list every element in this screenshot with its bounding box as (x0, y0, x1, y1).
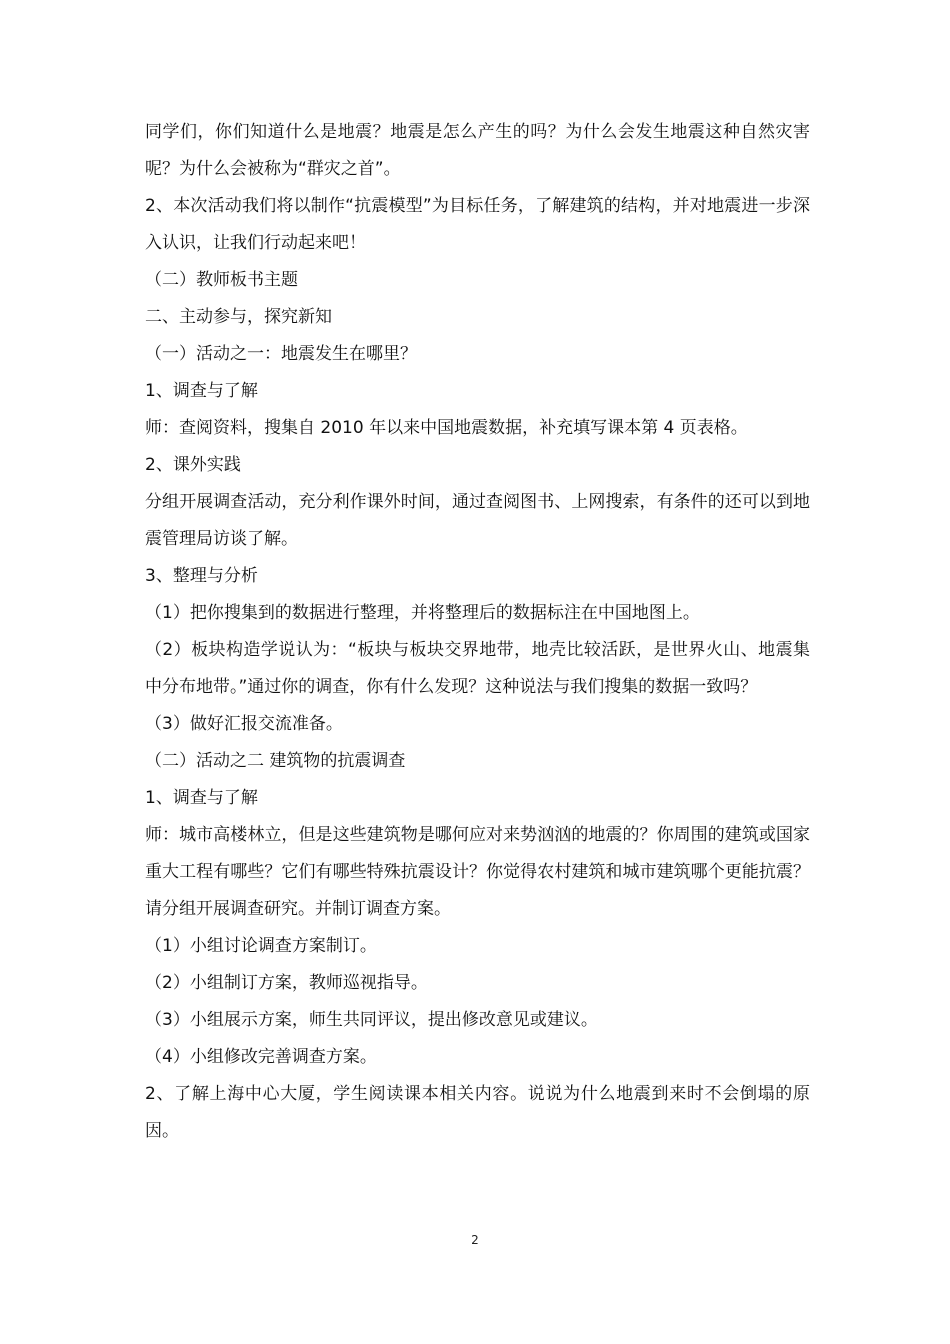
list-item-report-prep: （3）做好汇报交流准备。 (145, 714, 343, 734)
step-outdoor-practice: 2、课外实践 (145, 455, 241, 475)
paragraph-shanghai-tower: 2、了解上海中心大厦，学生阅读课本相关内容。说说为什么地震到来时不会倒塌的原因。 (145, 1084, 810, 1141)
step-investigate-1: 1、调查与了解 (145, 381, 258, 401)
paragraph-intro-questions: 同学们，你们知道什么是地震？地震是怎么产生的吗？为什么会发生地震这种自然灾害呢？为什么会被称为“群灾之首”。 (145, 122, 810, 179)
activity-one-heading: （一）活动之一：地震发生在哪里？ (145, 344, 417, 364)
list-item-group-plan: （2）小组制订方案，教师巡视指导。 (145, 973, 428, 993)
page-number: 2 (471, 1233, 479, 1247)
paragraph-activity-goal: 2、本次活动我们将以制作“抗震模型”为目标任务，了解建筑的结构，并对地震进一步深入认识，让我们行动起来吧！ (145, 196, 810, 253)
list-item-group-revise: （4）小组修改完善调查方案。 (145, 1047, 377, 1067)
section-heading-explore: 二、主动参与，探究新知 (145, 307, 332, 327)
paragraph-teacher-board-theme: （二）教师板书主题 (145, 270, 298, 290)
paragraph-group-survey: 分组开展调查活动，充分利作课外时间，通过查阅图书、上网搜索，有条件的还可以到地震管理局访谈了解。 (145, 492, 810, 549)
list-item-organize-data: （1）把你搜集到的数据进行整理，并将整理后的数据标注在中国地图上。 (145, 603, 700, 623)
list-item-plate-tectonics: （2）板块构造学说认为：“板块与板块交界地带，地壳比较活跃，是世界火山、地震集中分布地带。”通过你的调查，你有什么发现？这种说法与我们搜集的数据一致吗？ (145, 640, 810, 697)
paragraph-teacher-data: 师：查阅资料，搜集自 2010 年以来中国地震数据，补充填写课本第 4 页表格。 (145, 418, 748, 438)
paragraph-teacher-buildings: 师：城市高楼林立，但是这些建筑物是哪何应对来势汹汹的地震的？你周围的建筑或国家重大工程有哪些？它们有哪些特殊抗震设计？你觉得农村建筑和城市建筑哪个更能抗震？请分组开展调查研究。并制订调查方案。 (145, 825, 810, 919)
step-investigate-2: 1、调查与了解 (145, 788, 258, 808)
list-item-group-present: （3）小组展示方案，师生共同评议，提出修改意见或建议。 (145, 1010, 598, 1030)
activity-two-heading: （二）活动之二 建筑物的抗震调查 (145, 751, 406, 771)
step-organize-analyze: 3、整理与分析 (145, 566, 258, 586)
document-body (145, 114, 810, 1150)
list-item-group-discuss: （1）小组讨论调查方案制订。 (145, 936, 377, 956)
